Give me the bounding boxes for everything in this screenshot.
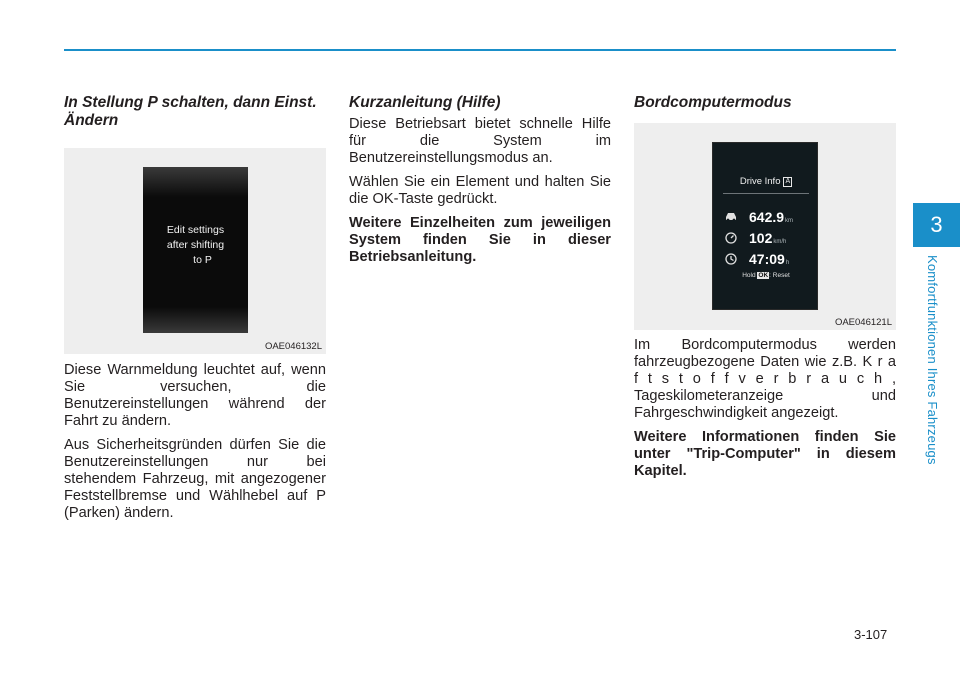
- display-row-speed: [725, 228, 811, 248]
- section-heading: In Stellung P schalten, dann Einst. Ändern: [64, 94, 317, 129]
- cluster-display: [712, 142, 818, 310]
- cluster-display: [143, 167, 248, 333]
- display-title-text: Drive Info: [739, 176, 781, 187]
- footer-reset: : Reset: [769, 272, 790, 279]
- display-line: after shifting: [166, 239, 225, 251]
- display-glow-bottom: [143, 307, 248, 333]
- figure-code: OAE046121L: [834, 317, 892, 328]
- paragraph-bold: Weitere Informationen finden Sie unter "Trip-Computer" in diesem Kapitel.: [634, 429, 896, 479]
- display-title: [723, 175, 809, 189]
- display-value: [749, 249, 789, 273]
- chapter-title: Komfortfunktionen Ihres Fahrzeugs: [925, 255, 940, 465]
- display-line: Edit settings: [166, 224, 225, 236]
- display-row-time: [725, 249, 811, 269]
- fuel-consumption-icon: [725, 211, 737, 222]
- clock-icon: [725, 253, 737, 265]
- paragraph: Diese Betriebsart bietet schnelle Hilfe für die System im Benutzereinstellungsmodus an.: [349, 116, 611, 166]
- value-unit: km/h: [773, 239, 787, 245]
- paragraph: Wählen Sie ein Element und halten Sie die OK-Taste gedrückt.: [349, 174, 611, 207]
- paragraph: Im Bordcomputermodus werden fahrzeugbezogene Daten wie z.B. K r a f t s t o f f v e r b r a u c h , Tageskilometeranzeige und Fahrgeschwindigkeit angezeigt.: [634, 337, 896, 421]
- value-unit: km: [785, 218, 794, 224]
- display-glow-top: [143, 167, 248, 197]
- display-footer: [721, 271, 811, 281]
- paragraph: Diese Warnmeldung leuchtet auf, wenn Sie versuchen, die Benutzereinstellungen während der Fahrt zu ändern.: [64, 362, 326, 429]
- auto-badge: A: [785, 178, 791, 185]
- footer-hold: Hold: [742, 272, 756, 279]
- speedometer-icon: [725, 232, 737, 244]
- figure-drive-info: [634, 123, 896, 330]
- section-heading: Kurzanleitung (Hilfe): [349, 94, 501, 111]
- figure-edit-settings: [64, 148, 326, 354]
- paragraph-bold: Weitere Einzelheiten zum jeweiligen System finden Sie in dieser Betriebsanleitung.: [349, 215, 611, 265]
- section-shift-to-p: [64, 94, 326, 529]
- value-text: 642.9: [749, 209, 785, 225]
- display-divider: [723, 193, 809, 194]
- figure-code: OAE046132L: [264, 341, 322, 352]
- section-trip-computer: [634, 94, 896, 487]
- section-heading: Bordcomputermodus: [634, 94, 792, 111]
- section-quick-guide: [349, 94, 611, 273]
- paragraph: Aus Sicherheitsgründen dürfen Sie die Benutzereinstellungen nur bei stehendem Fahrzeug, mit angezogener Feststellbremse und Wählhebel auf P (Parken) ändern.: [64, 437, 326, 521]
- value-unit: h: [785, 260, 790, 266]
- ok-key-label: OK: [758, 272, 769, 279]
- value-text: 47:09: [749, 251, 785, 267]
- value-text: 102: [749, 230, 773, 246]
- page-number: 3-107: [854, 627, 888, 642]
- display-message: [143, 223, 248, 268]
- display-line: to P: [193, 254, 212, 266]
- chapter-tab: 3: [913, 203, 960, 247]
- top-rule: [64, 49, 896, 51]
- display-row-distance: [725, 207, 811, 227]
